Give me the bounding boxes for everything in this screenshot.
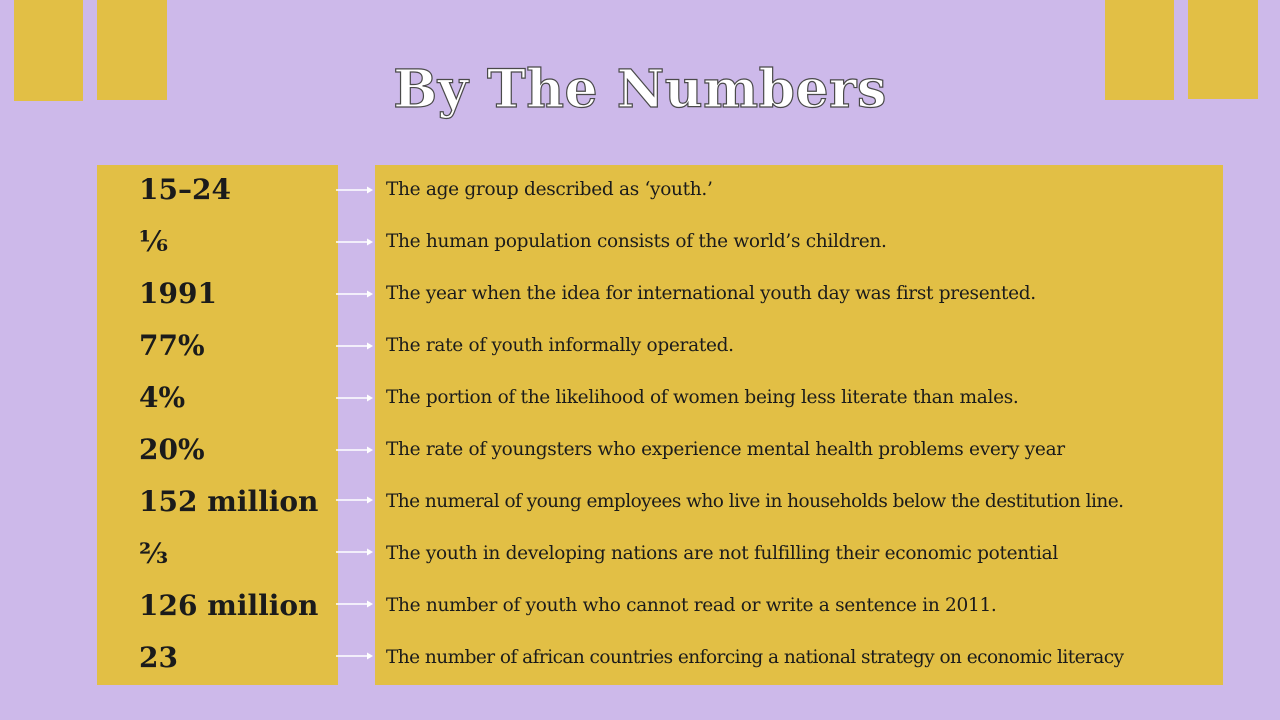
arrow-right-icon xyxy=(336,599,374,609)
stat-description: The age group described as ‘youth.’ xyxy=(386,179,713,200)
arrow-right-icon xyxy=(336,237,374,247)
stat-description: The human population consists of the world’s children. xyxy=(386,231,887,252)
stat-value: ⅔ xyxy=(139,537,168,570)
stat-description: The number of youth who cannot read or write a sentence in 2011. xyxy=(386,595,997,616)
arrow-right-icon xyxy=(336,341,374,351)
arrow-right-icon xyxy=(336,185,374,195)
stat-value: ⅙ xyxy=(139,225,168,258)
stat-value: 77% xyxy=(139,329,205,362)
stat-value: 152 million xyxy=(139,485,319,518)
stat-description: The year when the idea for international youth day was first presented. xyxy=(386,283,1036,304)
stat-value: 20% xyxy=(139,433,205,466)
arrow-right-icon xyxy=(336,289,374,299)
slide-title: By The Numbers xyxy=(393,59,887,120)
arrow-right-icon xyxy=(336,547,374,557)
arrow-right-icon xyxy=(336,495,374,505)
stat-value: 15–24 xyxy=(139,173,231,206)
stat-value: 126 million xyxy=(139,589,319,622)
stat-value: 1991 xyxy=(139,277,217,310)
arrow-right-icon xyxy=(336,651,374,661)
stat-description: The rate of youngsters who experience mental health problems every year xyxy=(386,439,1065,460)
arrow-right-icon xyxy=(336,445,374,455)
stat-description: The numeral of young employees who live in households below the destitution line. xyxy=(386,491,1124,512)
arrow-right-icon xyxy=(336,393,374,403)
stat-description: The youth in developing nations are not fulfilling their economic potential xyxy=(386,543,1059,564)
stat-description: The portion of the likelihood of women being less literate than males. xyxy=(386,387,1019,408)
stat-value: 4% xyxy=(139,381,186,414)
stat-value: 23 xyxy=(139,641,178,674)
stat-description: The rate of youth informally operated. xyxy=(386,335,734,356)
stat-description: The number of african countries enforcing a national strategy on economic literacy xyxy=(386,647,1124,668)
